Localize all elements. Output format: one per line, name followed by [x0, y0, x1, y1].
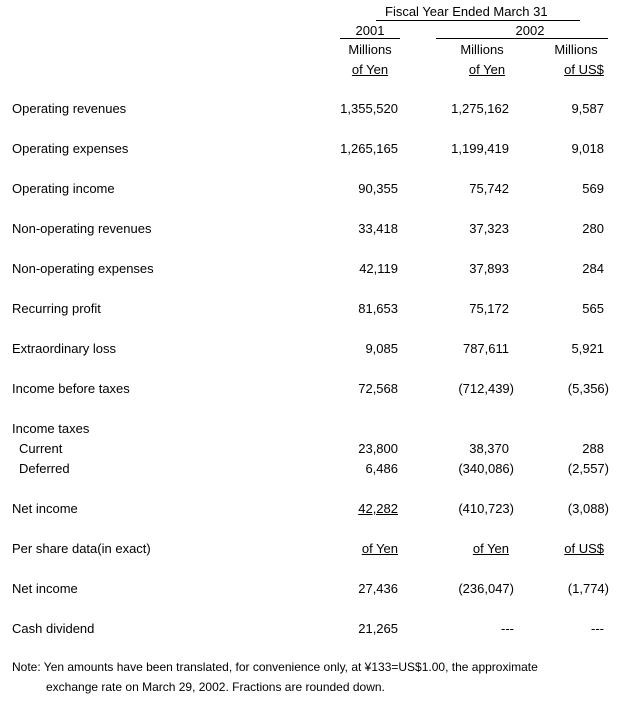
cell-2002: (236,047) — [458, 581, 514, 596]
year-2001-rule — [340, 38, 400, 39]
cell-2001: 1,355,520 — [340, 101, 398, 116]
col1-unit-line1: Millions — [348, 42, 392, 57]
row-label-income-before-taxes: Income before taxes — [12, 381, 130, 396]
cell-2001: 21,265 — [358, 621, 398, 636]
fiscal-year-heading: Fiscal Year Ended March 31 — [385, 4, 548, 19]
cell-2002: 1,275,162 — [451, 101, 509, 116]
cell-usd: 284 — [582, 261, 604, 276]
cell-2001: 42,119 — [359, 261, 398, 276]
cell-usd: of US$ — [564, 541, 604, 556]
cell-usd: (1,774) — [567, 581, 609, 596]
year-2001-heading: 2001 — [355, 23, 385, 38]
cell-usd: --- — [591, 621, 604, 636]
cell-2001: 90,355 — [358, 181, 398, 196]
row-label-recurring-profit: Recurring profit — [12, 301, 101, 316]
year-2002-heading: 2002 — [515, 23, 545, 38]
note-line-1: Note: Yen amounts have been translated, for convenience only, at ¥133=US$1.00, the approximate — [12, 660, 538, 674]
row-label-operating-income: Operating income — [12, 181, 115, 196]
cell-2001: 27,436 — [358, 581, 398, 596]
col2-unit-line2: of Yen — [468, 62, 506, 77]
cell-2002: 75,742 — [469, 181, 509, 196]
cell-2001: 42,282 — [358, 501, 398, 516]
row-label-current: Current — [19, 441, 63, 456]
fiscal-heading-rule — [376, 20, 580, 21]
cell-2002: 37,893 — [469, 261, 509, 276]
row-label-income-taxes: Income taxes — [12, 421, 90, 436]
cell-usd: (2,557) — [567, 461, 609, 476]
cell-2001: 6,486 — [365, 461, 398, 476]
col3-unit-line1: Millions — [554, 42, 598, 57]
note-line-2: exchange rate on March 29, 2002. Fractions are rounded down. — [46, 680, 385, 694]
cell-2001: of Yen — [361, 541, 398, 556]
cell-2001: 23,800 — [358, 441, 398, 456]
cell-2002: 1,199,419 — [451, 141, 509, 156]
row-label-extraordinary-loss: Extraordinary loss — [12, 341, 117, 356]
cell-2002: (340,086) — [458, 461, 514, 476]
cell-usd: 569 — [582, 181, 604, 196]
cell-2002: (712,439) — [458, 381, 514, 396]
col1-unit-line2: of Yen — [351, 62, 389, 77]
cell-2001: 72,568 — [358, 381, 398, 396]
cell-2002: 37,323 — [469, 221, 509, 236]
cell-2002: (410,723) — [458, 501, 514, 516]
row-label-deferred: Deferred — [19, 461, 70, 476]
row-label-per-share-data: Per share data(in exact) — [12, 541, 151, 556]
row-label-operating-expenses: Operating expenses — [12, 141, 129, 156]
row-label-operating-revenues: Operating revenues — [12, 101, 127, 116]
cell-usd: 288 — [582, 441, 604, 456]
cell-2001: 1,265,165 — [340, 141, 398, 156]
cell-2001: 33,418 — [358, 221, 398, 236]
row-label-net-income: Net income — [12, 501, 78, 516]
cell-2002: 787,611 — [462, 341, 509, 356]
cell-usd: 280 — [582, 221, 604, 236]
row-label-non-operating-revenues: Non-operating revenues — [12, 221, 152, 236]
cell-usd: 5,921 — [571, 341, 604, 356]
cell-2001: 9,085 — [365, 341, 398, 356]
row-label-non-operating-expenses: Non-operating expenses — [12, 261, 154, 276]
year-2002-rule — [436, 38, 608, 39]
cell-2002: --- — [501, 621, 514, 636]
cell-2002: of Yen — [472, 541, 509, 556]
cell-usd: 9,587 — [571, 101, 604, 116]
row-label-net-income-per-share: Net income — [12, 581, 78, 596]
cell-usd: (5,356) — [567, 381, 609, 396]
cell-2002: 38,370 — [469, 441, 509, 456]
cell-usd: 9,018 — [571, 141, 604, 156]
cell-2001: 81,653 — [358, 301, 398, 316]
cell-usd: (3,088) — [567, 501, 609, 516]
cell-2002: 75,172 — [469, 301, 509, 316]
row-label-cash-dividend: Cash dividend — [12, 621, 95, 636]
col2-unit-line1: Millions — [460, 42, 504, 57]
col3-unit-line2: of US$ — [564, 62, 604, 77]
cell-usd: 565 — [582, 301, 604, 316]
